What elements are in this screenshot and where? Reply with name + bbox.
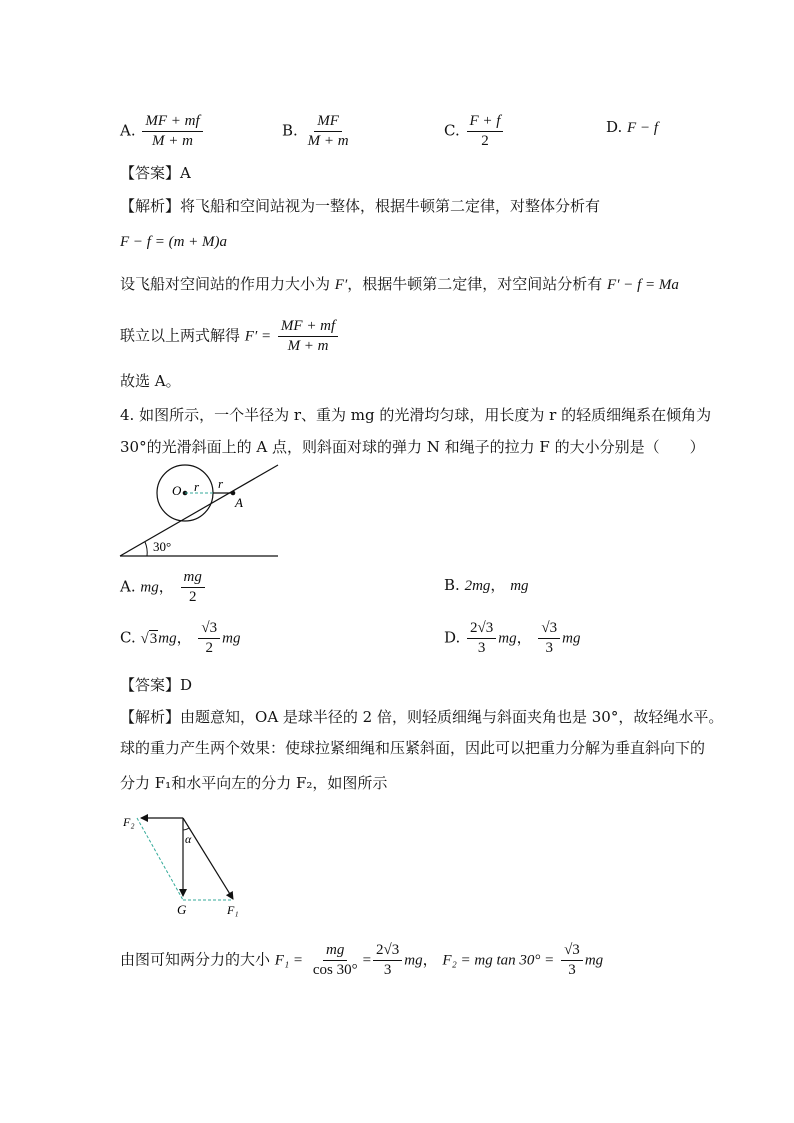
option-label: B. <box>444 576 460 594</box>
q3-analysis-line2 <box>120 274 679 295</box>
option-expr: F − f <box>627 120 658 136</box>
label-alpha: α <box>185 832 192 846</box>
option-label: C. <box>120 628 136 647</box>
analysis-text: 由题意知，OA 是球半径的 2 倍，则轻质细绳与斜面夹角也是 30°，故轻绳水平。 <box>180 708 724 726</box>
fraction-numerator: MF <box>314 113 342 132</box>
separator: ， <box>158 577 174 596</box>
fraction-numerator: F + f <box>467 113 504 132</box>
q3-equation-1: F − f = (m + M)a <box>120 234 228 250</box>
fraction-denominator: 3 <box>568 962 576 978</box>
fraction-numerator: MF + mf <box>278 318 338 337</box>
q4-question-line1: 4. 如图所示，一个半径为 r、重为 mg 的光滑均匀球，用长度为 r 的轻质细绳系在倾角为 <box>120 406 712 424</box>
answer-value: D <box>180 676 193 694</box>
equation-lhs: F₁ = <box>274 952 304 969</box>
analysis-text: ，根据牛顿第二定律，对空间站分析有 <box>347 275 603 293</box>
option-label: A. <box>120 577 136 596</box>
answer-tag: 【答案】 <box>120 164 181 182</box>
q3-analysis-line3 <box>120 318 340 355</box>
fraction-denominator: M + m <box>287 338 329 354</box>
radicand: 3 <box>149 630 158 647</box>
separator: ， <box>516 628 532 647</box>
dashed-line-left <box>137 818 183 900</box>
analysis-text: 联立以上两式解得 <box>120 326 241 345</box>
q4-option-d <box>444 620 581 657</box>
fraction-denominator: M + m <box>152 133 193 149</box>
equation-2: F′ − f = Ma <box>607 277 679 293</box>
fraction-denominator: 2 <box>188 589 197 605</box>
equation-tail: mg <box>404 952 423 969</box>
fraction-numerator: 2√3 <box>467 620 496 639</box>
q4-analysis-line1 <box>120 707 723 727</box>
alpha-arc <box>183 828 189 830</box>
option-value: mg <box>140 579 159 596</box>
fraction-denominator: 3 <box>477 640 486 656</box>
fraction-denominator: 3 <box>545 640 554 656</box>
separator: ， <box>490 576 506 594</box>
fraction-numerator: √3 <box>561 942 583 961</box>
option-label: C. <box>444 121 460 140</box>
label-f2: F₂ <box>123 815 135 829</box>
fraction-denominator: M + m <box>307 133 349 149</box>
q3-analysis-line1 <box>120 196 600 216</box>
option-label: D. <box>444 628 461 647</box>
fraction-denominator: 3 <box>383 962 392 978</box>
incline-ball-figure <box>115 462 285 562</box>
option-label: B. <box>282 121 298 140</box>
q4-option-b <box>444 575 529 596</box>
equation-f2: F₂ = mg tan 30° = <box>442 952 555 969</box>
option-value: mg <box>510 578 529 594</box>
f1-arrow <box>183 818 233 899</box>
label-f1: F₁ <box>227 903 239 917</box>
option-value: mg <box>158 630 177 647</box>
q3-option-b <box>282 113 354 150</box>
equation-tail: mg <box>584 952 604 969</box>
q4-answer <box>120 675 192 695</box>
angle-arc <box>145 542 147 556</box>
option-value: mg <box>498 630 517 647</box>
option-label: D. <box>606 118 623 136</box>
q4-final-line <box>120 942 603 979</box>
q4-option-a <box>120 569 207 606</box>
label-o: O <box>172 483 182 498</box>
label-g: G <box>177 902 187 917</box>
option-value: 2mg <box>464 578 491 594</box>
analysis-text: 设飞船对空间站的作用力大小为 <box>120 275 331 293</box>
force-symbol: F′ <box>334 277 348 293</box>
equals-sign: = <box>362 952 372 969</box>
fraction-numerator: √3 <box>538 620 560 639</box>
angle-label: 30° <box>153 539 172 554</box>
q4-analysis-line2: 球的重力产生两个效果：使球拉紧细绳和压紧斜面，因此可以把重力分解为垂直斜向下的 <box>120 739 706 757</box>
fraction-numerator: MF + mf <box>142 113 202 132</box>
answer-value: A <box>180 164 191 182</box>
fraction-numerator: mg <box>323 942 347 961</box>
q3-answer <box>120 163 191 183</box>
fraction-denominator: 2 <box>205 640 213 656</box>
separator: ， <box>422 950 438 969</box>
q3-conclusion: 故选 A。 <box>120 372 181 390</box>
label-r2: r <box>218 476 224 491</box>
fraction-numerator: 2√3 <box>373 942 402 961</box>
answer-tag: 【答案】 <box>120 676 181 694</box>
q4-question-line2: 30°的光滑斜面上的 A 点，则斜面对球的弹力 N 和绳子的拉力 F 的大小分别是（ ） <box>120 438 705 456</box>
fraction-numerator: √3 <box>198 620 220 639</box>
analysis-text: 由图可知两分力的大小 <box>120 950 271 969</box>
option-label: A. <box>120 121 136 140</box>
force-decomposition-figure <box>115 808 255 920</box>
option-value: mg <box>222 630 241 647</box>
q3-option-a <box>120 113 205 150</box>
equation-lhs: F′ = <box>244 328 272 345</box>
fraction-numerator: mg <box>181 569 205 588</box>
label-r1: r <box>194 479 200 494</box>
label-a: A <box>235 495 243 510</box>
analysis-text: 将飞船和空间站视为一整体，根据牛顿第二定律，对整体分析有 <box>180 197 601 215</box>
fraction-denominator: 2 <box>481 133 489 149</box>
q3-option-c <box>444 113 505 150</box>
analysis-tag: 【解析】 <box>120 708 181 726</box>
analysis-tag: 【解析】 <box>120 197 181 215</box>
fraction-denominator: cos 30° <box>312 962 358 978</box>
separator: ， <box>176 628 192 647</box>
option-value: mg <box>562 630 581 647</box>
q4-analysis-line3: 分力 F₁和水平向左的分力 F₂，如图所示 <box>120 774 388 792</box>
q3-option-d <box>606 117 658 138</box>
q4-option-c: C. √3mg， $\frac{√3}{2}$ mg <box>120 620 241 656</box>
